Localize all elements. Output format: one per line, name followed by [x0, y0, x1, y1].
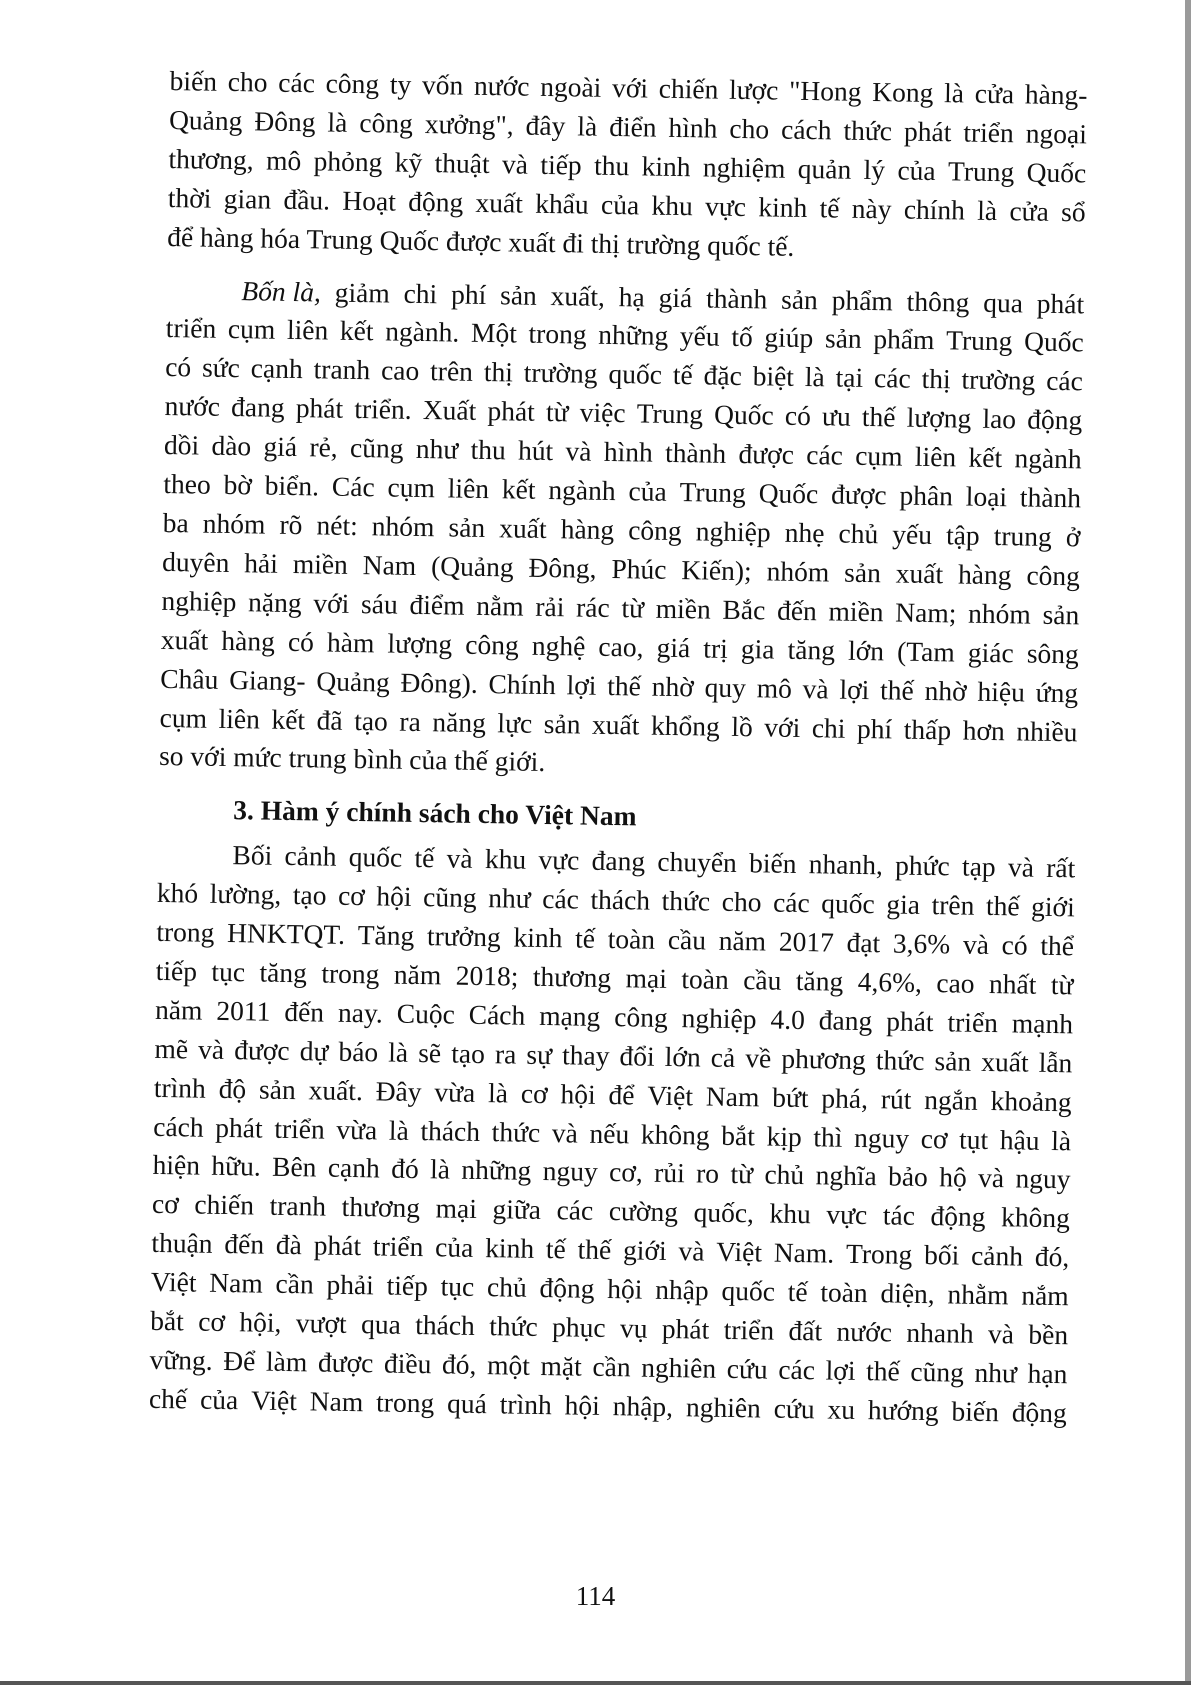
text-line: ba nhóm rõ nét: nhóm sản xuất hàng công nghiệp nhẹ chủ yếu tập trung ở [162, 506, 1081, 553]
text-line: Bối cảnh quốc tế và khu vực đang chuyển biến nhanh, phức tạp và rất [232, 839, 1076, 884]
scan-edge-right [1185, 0, 1191, 1685]
text-line: mẽ và được dự báo là sẽ tạo ra sự thay đổi lớn cả về phương thức sản xuất lẫn [154, 1032, 1073, 1079]
paragraph-1 [167, 62, 1088, 271]
text-line: duyên hải miền Nam (Quảng Đông, Phúc Kiến); nhóm sản xuất hàng công [161, 545, 1081, 592]
text-line: thương, mô phỏng kỹ thuật và tiếp thu kinh nghiệm quản lý của Trung Quốc [168, 142, 1087, 189]
text-line: biến cho các công ty vốn nước ngoài với chiến lược "Hong Kong là cửa hàng- [169, 64, 1088, 111]
text-line: Việt Nam cần phải tiếp tục chủ động hội nhập quốc tế toàn diện, nhằm nắm [150, 1266, 1069, 1312]
text-line: thuận đến đà phát triển của kinh tế thế giới và Việt Nam. Trong bối cảnh đó, [151, 1227, 1070, 1273]
text-line: dồi dào giá rẻ, cũng như thu hút và hình thành được các cụm liên kết ngành [163, 429, 1082, 475]
text-line: chế của Việt Nam trong quá trình hội nhập, nghiên cứu xu hướng biến động [148, 1382, 1068, 1429]
text-line: trình độ sản xuất. Đây vừa là cơ hội để Việt Nam bứt phá, rút ngắn khoảng [153, 1071, 1072, 1117]
text-line: Châu Giang- Quảng Đông). Chính lợi thế nhờ quy mô và lợi thế nhờ hiệu ứng [160, 662, 1079, 708]
text-line: so với mức trung bình của thế giới. [158, 740, 546, 778]
text-line: thời gian đầu. Hoạt động xuất khẩu của khu vực kinh tế này chính là cửa sổ [167, 181, 1086, 228]
text-line: hiện hữu. Bên cạnh đó là những nguy cơ, rủi ro từ chủ nghĩa bảo hộ và nguy [152, 1149, 1071, 1195]
paragraph-2 [159, 271, 1085, 791]
page-body [149, 62, 1088, 1433]
text-line: nghiệp nặng với sáu điểm nằm rải rác từ miền Bắc đến miền Nam; nhóm sản [161, 584, 1080, 631]
text-line: nước đang phát triển. Xuất phát từ việc Trung Quốc có ưu thế lượng lao động [164, 390, 1083, 436]
text-line: tiếp tục tăng trong năm 2018; thương mại toàn cầu tăng 4,6%, cao nhất từ [155, 954, 1074, 1001]
text-line: cụm liên kết đã tạo ra năng lực sản xuất khổng lồ với chi phí thấp hơn nhiều [159, 701, 1078, 747]
paragraph-3 [149, 835, 1076, 1433]
text-line: để hàng hóa Trung Quốc được xuất đi thị trường quốc tế. [167, 220, 795, 262]
scan-edge-bottom [0, 1681, 1191, 1685]
text-line: cách phát triển vừa là thách thức và nếu không bắt kịp thì nguy cơ tụt hậu là [153, 1110, 1072, 1156]
text-line: trong HNKTQT. Tăng trưởng kinh tế toàn cầu năm 2017 đạt 3,6% và có thể [156, 915, 1075, 962]
text-line: theo bờ biển. Các cụm liên kết ngành của Trung Quốc được phân loại thành [163, 468, 1082, 514]
text-line: khó lường, tạo cơ hội cũng như các thách thức cho các quốc gia trên thế giới [156, 877, 1076, 923]
text-line: vững. Để làm được điều đó, một mặt cần nghiên cứu các lợi thế cũng như hạn [149, 1343, 1068, 1390]
text-line: triển cụm liên kết ngành. Một trong những yếu tố giúp sản phẩm Trung Quốc [165, 312, 1084, 358]
text-line: cơ chiến tranh thương mại giữa các cường quốc, khu vực tác động không [151, 1188, 1071, 1234]
text-line-lead: Bốn là, giảm chi phí sản xuất, hạ giá thành sản phẩm thông qua phát [166, 271, 1084, 324]
page-number: 114 [575, 1581, 616, 1611]
text-line: năm 2011 đến nay. Cuộc Cách mạng công nghiệp 4.0 đang phát triển mạnh [154, 993, 1074, 1040]
text-line: bắt cơ hội, vượt qua thách thức phục vụ phát triển đất nước nhanh và bền [149, 1304, 1069, 1351]
paragraph-lead-italic: Bốn là, [241, 274, 322, 307]
text-line: có sức cạnh tranh cao trên thị trường quốc tế đặc biệt là tại các thị trường các [164, 351, 1084, 397]
section-heading: 3. Hàm ý chính sách cho Việt Nam [233, 794, 637, 832]
text-line: xuất hàng có hàm lượng công nghệ cao, giá trị gia tăng lớn (Tam giác sông [160, 623, 1080, 670]
text-line: Quảng Đông là công xưởng", đây là điển hình cho cách thức phát triển ngoại [168, 103, 1088, 150]
